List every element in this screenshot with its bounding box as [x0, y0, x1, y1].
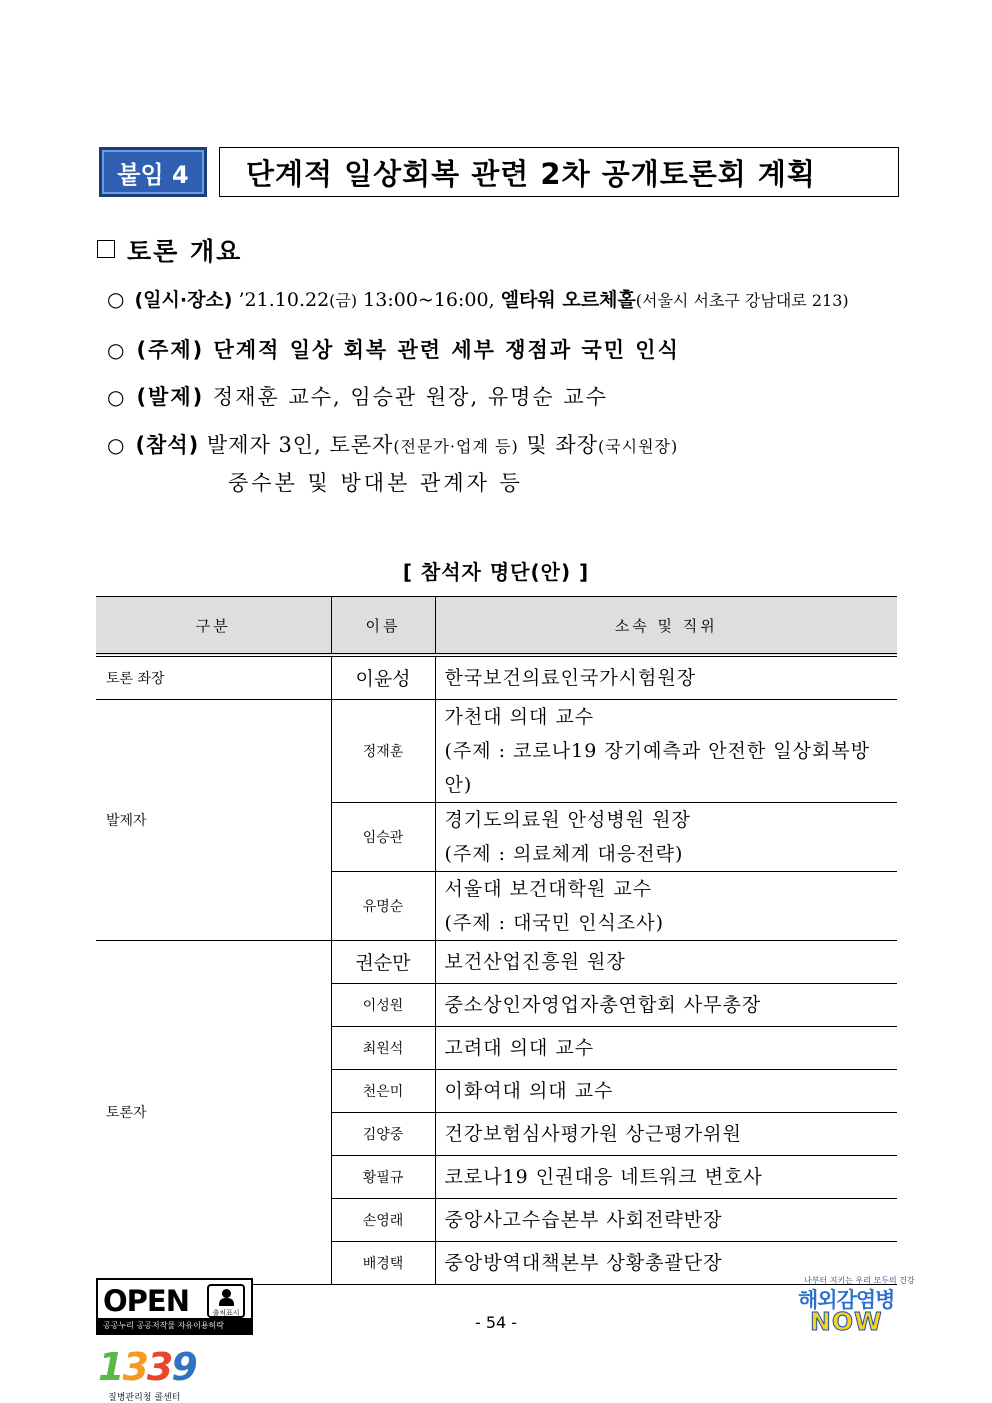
- circle-bullet-icon: ○: [107, 287, 125, 311]
- call-center-label: 질병관리청 콜센터: [108, 1393, 181, 1403]
- participant-name: 임승관: [331, 802, 435, 871]
- participant-affiliation: 고려대 의대 교수: [435, 1026, 897, 1069]
- circle-bullet-icon: ○: [107, 385, 127, 409]
- attend-paren1: (전문가·업계 등): [393, 437, 519, 456]
- participant-name: 이성원: [331, 983, 435, 1026]
- overseas-infection-now-logo: [796, 1275, 915, 1336]
- kogl-open-logo: [96, 1278, 253, 1335]
- attachment-tag: 붙임 4: [99, 147, 207, 197]
- call-digit: 9: [171, 1345, 196, 1389]
- attend-line2: 중수본 및 방대본 관계자 등: [228, 471, 523, 495]
- open-logo-word: OPEN: [103, 1284, 189, 1318]
- topic-line: (주제 : 의료체계 대응전략): [444, 842, 684, 865]
- participant-affiliation: 건강보험심사평가원 상근평가위원: [435, 1112, 897, 1155]
- circle-bullet-icon: ○: [107, 338, 127, 362]
- page-number: - 54 -: [474, 1313, 518, 1332]
- square-bullet-icon: [97, 240, 115, 258]
- now-word: NOW: [810, 1307, 883, 1336]
- participant-affiliation: 이화여대 의대 교수: [435, 1069, 897, 1112]
- schedule-address: (서울시 서초구 강남대로 213): [635, 291, 849, 310]
- schedule-venue: 엘타워 오르체홀: [500, 289, 636, 311]
- table-row: [96, 655, 897, 699]
- attend-text1: 발제자 3인, 토론자: [199, 433, 394, 457]
- table-row: [96, 940, 897, 983]
- bullet-topic: [107, 334, 680, 364]
- section-title: 토론 개요: [127, 237, 243, 266]
- attend-text2: 및 좌장: [518, 433, 598, 457]
- participant-name: 유명순: [331, 871, 435, 940]
- section-heading: [97, 232, 242, 268]
- table-caption: [ 참석자 명단(안) ]: [402, 560, 590, 584]
- participant-name: 권순만: [331, 940, 435, 983]
- call-digit: 3: [146, 1345, 172, 1389]
- bullet-presenters: [107, 381, 608, 411]
- participant-name: 손영래: [331, 1198, 435, 1241]
- affiliation-line: 경기도의료원 안성병원 원장: [444, 808, 691, 831]
- table-row: [96, 699, 897, 802]
- group-moderator: 토론 좌장: [96, 655, 331, 699]
- participant-affiliation: [435, 699, 897, 802]
- participant-table: [96, 596, 897, 1285]
- presenters-label: (발제): [136, 385, 205, 409]
- bullet-attendees: [107, 429, 678, 459]
- schedule-date: ’21.10.22: [232, 289, 330, 311]
- schedule-day: (금): [329, 291, 358, 310]
- participant-name: 김양중: [331, 1112, 435, 1155]
- table-header-row: [96, 597, 897, 656]
- call-digit: 3: [122, 1345, 147, 1389]
- attribution-icon: 출처표시: [207, 1284, 245, 1318]
- participant-affiliation: 중소상인자영업자총연합회 사무총장: [435, 983, 897, 1026]
- attend-label: (참석): [135, 433, 200, 457]
- call-digit: 1: [98, 1345, 123, 1389]
- header-affiliation: 소속 및 직위: [435, 597, 897, 656]
- affiliation-line: 서울대 보건대학원 교수: [444, 877, 653, 900]
- participant-name: 천은미: [331, 1069, 435, 1112]
- topic-label: (주제): [136, 338, 205, 362]
- call-number: [98, 1345, 196, 1389]
- participant-name: 황필규: [331, 1155, 435, 1198]
- participant-affiliation: [435, 802, 897, 871]
- now-title: 해외감염병: [798, 1288, 895, 1312]
- participant-affiliation: 보건산업진흥원 원장: [435, 940, 897, 983]
- topic-text: 단계적 일상 회복 관련 세부 쟁점과 국민 인식: [204, 338, 680, 362]
- presenters-text: 정재훈 교수, 임승관 원장, 유명순 교수: [204, 385, 608, 409]
- kdca-1339-logo: [96, 1345, 206, 1403]
- participant-affiliation: 중앙방역대책본부 상황총괄단장: [435, 1241, 897, 1284]
- participant-name: 정재훈: [331, 699, 435, 802]
- participant-name: 배경택: [331, 1241, 435, 1284]
- participant-affiliation: 코로나19 인권대응 네트워크 변호사: [435, 1155, 897, 1198]
- participant-affiliation: [435, 871, 897, 940]
- header-category: 구분: [96, 597, 331, 656]
- participant-affiliation: 중앙사고수습본부 사회전략반장: [435, 1198, 897, 1241]
- attend-paren2: (국시원장): [597, 437, 679, 456]
- open-logo-bar: 공공누리 공공저작물 자유이용허락: [98, 1318, 251, 1333]
- bullet-schedule: [107, 285, 849, 312]
- affiliation-line: 가천대 의대 교수: [444, 705, 595, 728]
- now-tagline: 나부터 지키는 우리 모두의 건강: [804, 1276, 915, 1285]
- schedule-label: (일시·장소): [134, 289, 233, 311]
- topic-line: (주제 : 코로나19 장기예측과 안전한 일상회복방안): [444, 739, 871, 796]
- group-presenters: 발제자: [96, 699, 331, 940]
- participant-affiliation: 한국보건의료인국가시험원장: [435, 655, 897, 699]
- header-name: 이름: [331, 597, 435, 656]
- group-panel: 토론자: [96, 940, 331, 1284]
- document-title: 단계적 일상회복 관련 2차 공개토론회 계획: [219, 147, 899, 197]
- participant-name: 최원석: [331, 1026, 435, 1069]
- topic-line: (주제 : 대국민 인식조사): [444, 911, 665, 934]
- participant-name: 이윤성: [331, 655, 435, 699]
- schedule-time: 13:00~16:00,: [357, 289, 501, 311]
- circle-bullet-icon: ○: [107, 433, 126, 457]
